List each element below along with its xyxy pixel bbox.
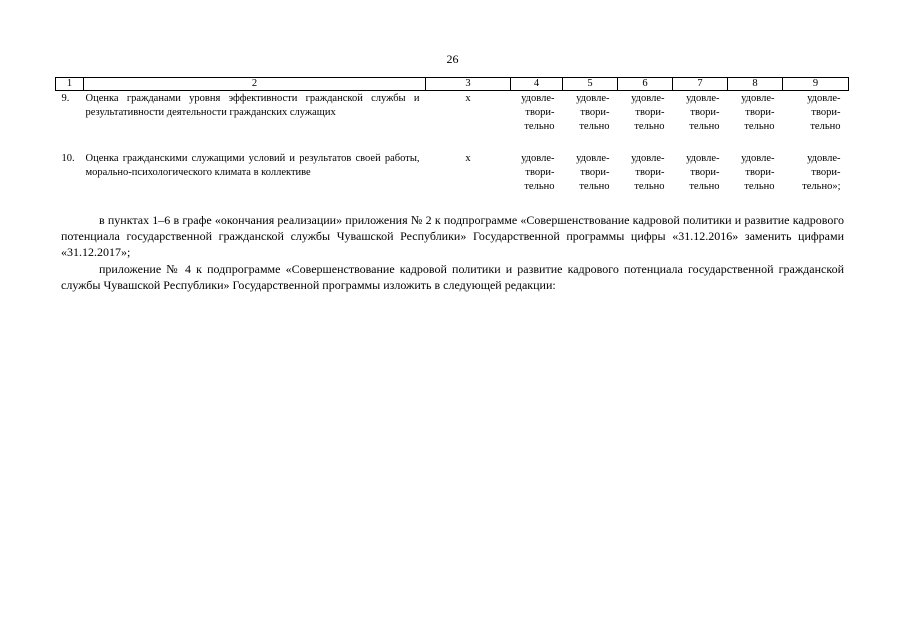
row-spacer xyxy=(56,134,849,151)
column-header: 3 xyxy=(426,78,511,91)
column-header: 9 xyxy=(783,78,849,91)
rating-value: удовле- твори- тельно xyxy=(686,153,720,192)
table-header-row xyxy=(56,78,849,91)
row-number: 10. xyxy=(61,153,75,164)
table-row xyxy=(56,91,849,135)
column-header: 4 xyxy=(511,78,563,91)
col3-value: х xyxy=(465,153,471,164)
indicator-name: Оценка гражданскими служащими условий и результатов своей работы, морально-психологического климата в коллективе xyxy=(85,153,420,178)
col3-value: х xyxy=(465,93,471,104)
indicators-table xyxy=(55,77,849,194)
paragraph-text: в пунктах 1–6 в графе «окончания реализации» приложения № 2 к подпрограмме «Совершенствование кадровой политики и развитие кадрового потенциала государственной гражданской службы Чувашской Республики» Государственной программы цифры «31.12.2016» заменить цифрами «31.12.2017»; xyxy=(61,213,844,259)
rating-value: удовле- твори- тельно xyxy=(686,93,720,132)
paragraph-text: приложение № 4 к подпрограмме «Совершенствование кадровой политики и развитие кадрового потенциала государственной гражданской службы Чувашской Республики» Государственной программы изложить в следующей редакции: xyxy=(61,262,844,292)
rating-value: удовле- твори- тельно xyxy=(631,153,665,192)
column-header: 7 xyxy=(673,78,728,91)
indicator-name: Оценка гражданами уровня эффективности гражданской службы и результативности деятельности гражданских служащих xyxy=(85,93,420,118)
rating-value: удовле- твори- тельно»; xyxy=(802,153,841,192)
column-header: 5 xyxy=(563,78,618,91)
column-header: 2 xyxy=(84,78,426,91)
column-header: 1 xyxy=(56,78,84,91)
rating-value: удовле- твори- тельно xyxy=(576,153,610,192)
rating-value: удовле- твори- тельно xyxy=(741,153,775,192)
table-row xyxy=(56,151,849,194)
rating-value: удовле- твори- тельно xyxy=(807,93,841,132)
rating-value: удовле- твори- тельно xyxy=(576,93,610,132)
page-number: 26 xyxy=(446,52,459,66)
rating-value: удовле- твори- тельно xyxy=(741,93,775,132)
rating-value: удовле- твори- тельно xyxy=(521,93,555,132)
row-number: 9. xyxy=(61,93,70,104)
amendment-paragraph xyxy=(61,212,844,260)
column-header: 6 xyxy=(618,78,673,91)
rating-value: удовле- твори- тельно xyxy=(631,93,665,132)
column-header: 8 xyxy=(728,78,783,91)
amendment-paragraph xyxy=(61,261,844,293)
rating-value: удовле- твори- тельно xyxy=(521,153,555,192)
